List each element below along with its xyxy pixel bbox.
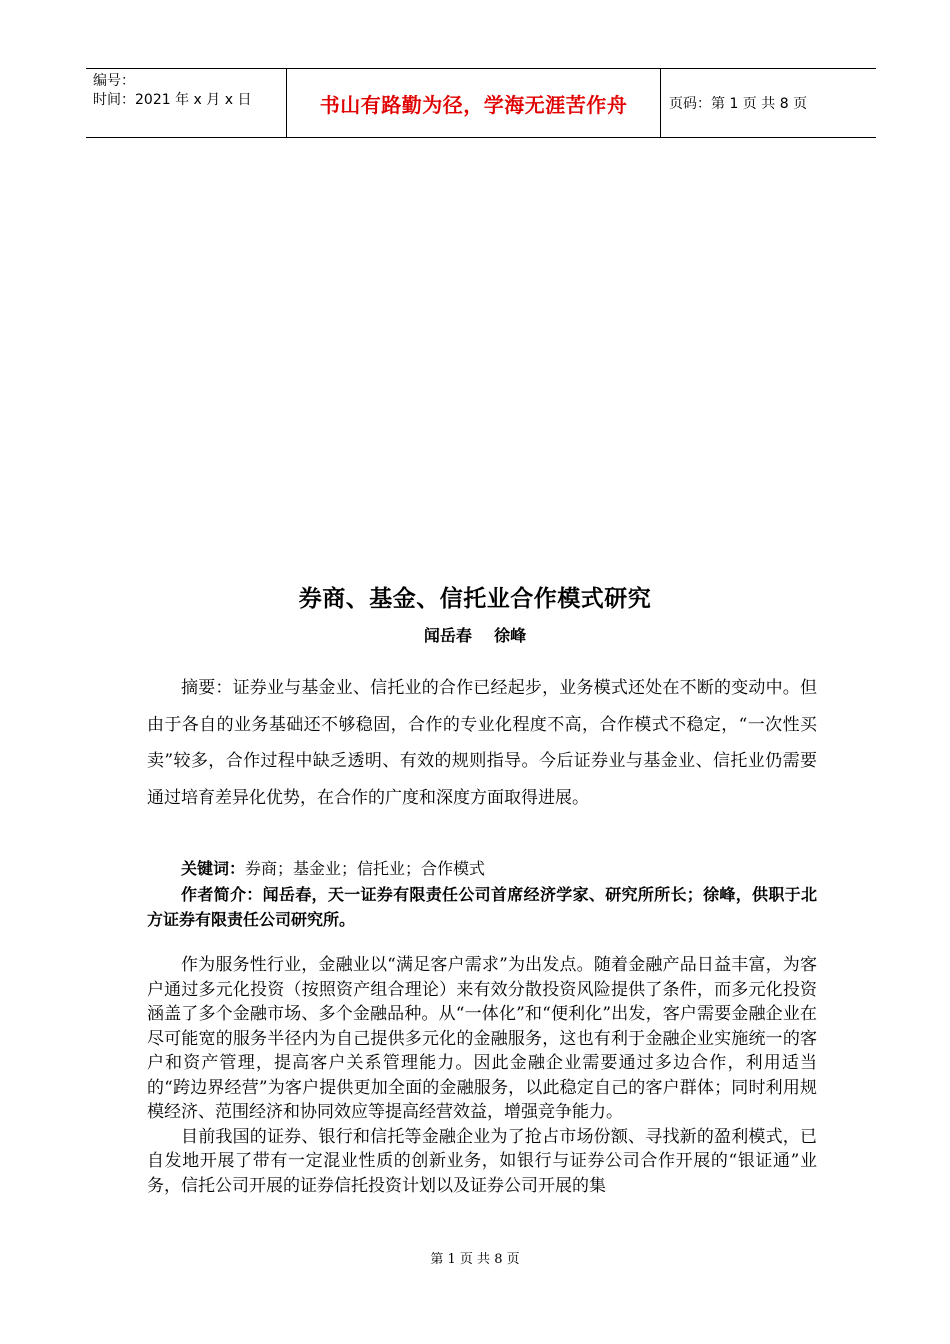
document-authors: 闻岳春 徐峰 xyxy=(423,626,527,645)
document-title: 券商、基金、信托业合作模式研究 xyxy=(298,586,652,612)
doc-number-label: 编号： xyxy=(93,73,135,89)
header-page-cell xyxy=(661,69,876,137)
header-motto-cell xyxy=(287,69,661,137)
abstract-section xyxy=(147,670,817,816)
keywords-text: 券商；基金业；信托业；合作模式 xyxy=(245,859,486,878)
keywords-label: 关键词： xyxy=(181,859,246,878)
page-footer: 第 1 页 共 8 页 xyxy=(430,1252,520,1267)
doc-time-label: 时间：2021 年 x 月 x 日 xyxy=(93,92,252,108)
header-meta-cell xyxy=(86,69,287,137)
body-section xyxy=(147,953,817,1198)
keywords-line xyxy=(147,857,817,881)
body-paragraph-2: 目前我国的证券、银行和信托等金融企业为了抢占市场份额、寻找新的盈利模式，已自发地开展了带有一定混业性质的创新业务，如银行与证券公司合作开展的“银证通”业务，信托公司开展的证券信托投资计划以及证券公司开展的集 xyxy=(147,1126,817,1196)
page-header xyxy=(86,68,876,138)
author-intro: 作者简介：闻岳春，天一证券有限责任公司首席经济学家、研究所所长；徐峰，供职于北方证券有限责任公司研究所。 xyxy=(147,885,817,929)
header-page-info: 页码：第 1 页 共 8 页 xyxy=(669,96,808,112)
body-paragraph-1: 作为服务性行业，金融业以“满足客户需求”为出发点。随着金融产品日益丰富，为客户通过多元化投资（按照资产组合理论）来有效分散投资风险提供了条件，而多元化投资涵盖了多个金融市场、多个金融品种。从“一体化”和“便利化”出发，客户需要金融企业在尽可能宽的服务半径内为自己提供多元化的金融服务，这也有利于金融企业实施统一的客户和资产管理，提高客户关系管理能力。因此金融企业需要通过多边合作，利用适当的“跨边界经营”为客户提供更加全面的金融服务，以此稳定自己的客户群体；同时利用规模经济、范围经济和协同效应等提高经营效益，增强竞争能力。 xyxy=(147,955,817,1122)
header-motto: 书山有路勤为径，学海无涯苦作舟 xyxy=(319,92,628,117)
abstract-text: 摘要：证券业与基金业、信托业的合作已经起步，业务模式还处在不断的变动中。但由于各自的业务基础还不够稳固，合作的专业化程度不高，合作模式不稳定，“一次性买卖”较多，合作过程中缺乏透明、有效的规则指导。今后证券业与基金业、信托业仍需要通过培育差异化优势，在合作的广度和深度方面取得进展。 xyxy=(147,678,817,808)
